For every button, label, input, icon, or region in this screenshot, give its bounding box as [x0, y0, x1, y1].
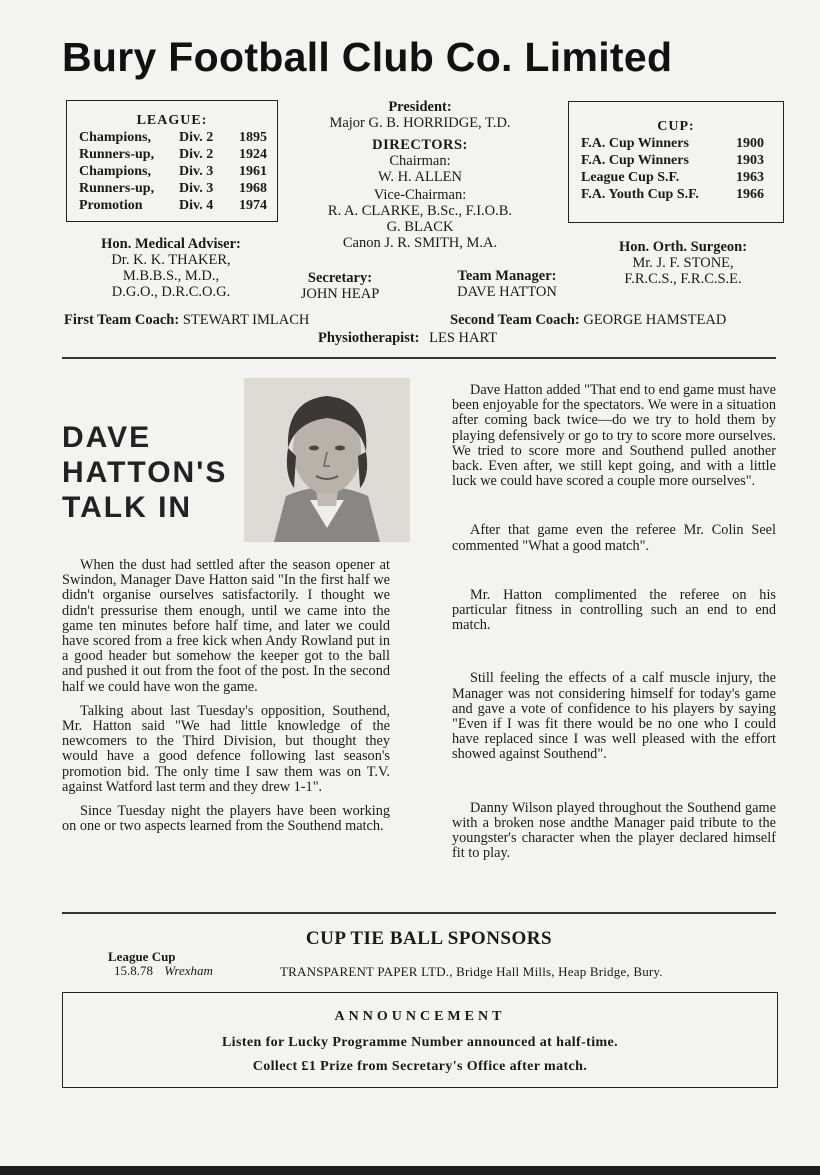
physiotherapist	[318, 330, 497, 346]
vice-chairman-name: R. A. CLARKE, B.Sc., F.I.O.B.	[327, 203, 513, 219]
cup-honour-row	[581, 135, 764, 152]
manager-photo	[244, 378, 410, 542]
article-paragraph: Dave Hatton added "That end to end game must have been enjoyable for the spectators. We were in a situation after coming back twice—do we try to hold them by playing defensively or go to try to score more ourselves. We tried to score more and Southend pulled another back. Even after, we still kept going, and with a little luck we could have scored a couple more ourselves".	[452, 382, 776, 490]
cup-name: F.A. Youth Cup S.F.	[581, 187, 699, 202]
league-honours-box	[66, 100, 278, 222]
league-year: 1961	[239, 164, 267, 179]
article-paragraph: Since Tuesday night the players have been working on one or two aspects learned from the Southend match.	[62, 803, 390, 835]
first-team-coach-name: STEWART IMLACH	[182, 312, 310, 328]
league-heading: LEAGUE:	[136, 113, 208, 128]
article-paragraph: Still feeling the effects of a calf muscle injury, the Manager was not considering himself for today's game and gave a vote of confidence to his players by saying "Even if I was fit there would be no one who I could have replaced since I was well pleased with the effort showed against Southend".	[452, 670, 776, 763]
cup-year: 1963	[736, 170, 764, 185]
league-div: Div. 3	[179, 181, 214, 196]
league-honour-row	[79, 146, 267, 163]
league-year: 1974	[239, 198, 267, 213]
sponsor-name: TRANSPARENT PAPER LTD., Bridge Hall Mills, Heap Bridge, Bury.	[280, 964, 663, 979]
second-team-coach-label: Second Team Coach:	[450, 312, 580, 328]
competition-label: League Cup	[108, 949, 176, 964]
president-name: Major G. B. HORRIDGE, T.D.	[329, 115, 511, 131]
league-result: Runners-up,	[79, 181, 155, 196]
league-year: 1968	[239, 181, 267, 196]
orth-surgeon-label: Hon. Orth. Surgeon:	[618, 239, 748, 255]
article-headline	[62, 420, 227, 525]
first-team-coach	[64, 312, 309, 328]
medical-adviser-qualifications: D.G.O., D.R.C.O.G.	[111, 284, 231, 300]
article-left-column	[62, 558, 390, 834]
second-team-coach	[450, 312, 726, 328]
orth-surgeon-qualifications: F.R.C.S., F.R.C.S.E.	[624, 271, 742, 287]
cup-table	[581, 135, 764, 203]
league-result: Champions,	[79, 164, 151, 179]
sponsors-heading: CUP TIE BALL SPONSORS	[305, 928, 553, 949]
league-table	[79, 129, 267, 214]
physiotherapist-name: LES HART	[429, 330, 498, 346]
article-paragraph: Talking about last Tuesday's opposition, Southend, Mr. Hatton said "We had little knowledge of the newcomers to the Third Division, but thought they would have a good defence following last season's promotion bid. The only time I saw them was on T.V. against Watford last term and they drew 1-1".	[62, 702, 390, 795]
league-honour-row	[79, 129, 267, 146]
league-div: Div. 2	[179, 147, 214, 162]
opponent-name: Wrexham	[164, 963, 213, 978]
secretary-block	[278, 270, 402, 302]
president-label: President:	[388, 99, 452, 115]
secretary-name: JOHN HEAP	[300, 286, 380, 302]
announcement-line: Collect £1 Prize from Secretary's Office after match.	[252, 1059, 588, 1074]
orth-surgeon-name: Mr. J. F. STONE,	[632, 255, 734, 271]
headline-line: HATTON'S	[62, 456, 228, 489]
secretary-label: Secretary:	[307, 270, 373, 286]
league-year: 1924	[239, 147, 267, 162]
section-divider	[62, 357, 776, 359]
league-result: Promotion	[79, 198, 143, 213]
cup-name: F.A. Cup Winners	[581, 153, 689, 168]
article-paragraph: Danny Wilson played throughout the Southend game with a broken nose andthe Manager paid tribute to the youngster's character when the player declared himself fit to play.	[452, 799, 776, 862]
medical-adviser-label: Hon. Medical Adviser:	[101, 236, 241, 252]
cup-honour-row	[581, 186, 764, 203]
article-right-column	[452, 383, 776, 861]
page-title: Bury Football Club Co. Limited	[62, 34, 673, 80]
director-name: Canon J. R. SMITH, M.A.	[342, 235, 498, 251]
directors-label: DIRECTORS:	[372, 137, 468, 153]
announcement-box	[62, 992, 778, 1088]
chairman-label: Chairman:	[389, 153, 451, 169]
second-team-coach-name: GEORGE HAMSTEAD	[583, 312, 727, 328]
director-name: G. BLACK	[386, 219, 454, 235]
league-div: Div. 2	[179, 130, 214, 145]
physiotherapist-label: Physiotherapist:	[318, 330, 420, 346]
sponsor-fixture	[108, 950, 213, 978]
vice-chairman-label: Vice-Chairman:	[373, 187, 467, 203]
cup-heading: CUP:	[657, 119, 695, 134]
league-div: Div. 4	[179, 198, 214, 213]
team-manager-label: Team Manager:	[457, 268, 557, 284]
chairman-name: W. H. ALLEN	[377, 169, 463, 185]
cup-year: 1900	[736, 136, 764, 151]
officials-block	[290, 99, 550, 251]
article-paragraph: When the dust had settled after the season opener at Swindon, Manager Dave Hatton said "In the first half we didn't organise ourselves satisfactorily. I thought we didn't pressurise them enough, until we came into the game ten minutes before half time, and later we could have scored from a free kick when Andy Rowland put in a good header but somehow the keeper got to the ball and pushed it out from the foot of the post. In the second half we could have won the game.	[62, 557, 390, 695]
headline-line: DAVE	[62, 421, 152, 454]
section-divider	[62, 912, 776, 914]
cup-honour-row	[581, 169, 764, 186]
page-edge-bar	[0, 1166, 820, 1175]
match-date: 15.8.78	[114, 963, 153, 978]
medical-adviser-name: Dr. K. K. THAKER,	[111, 252, 231, 268]
cup-year: 1903	[736, 153, 764, 168]
announcement-line: Listen for Lucky Programme Number announced at half-time.	[221, 1035, 619, 1050]
cup-honour-row	[581, 152, 764, 169]
article-paragraph: After that game even the referee Mr. Colin Seel commented "What a good match".	[452, 522, 776, 554]
medical-adviser-block	[66, 236, 276, 300]
orth-surgeon-block	[578, 239, 788, 287]
league-honour-row	[79, 163, 267, 180]
league-result: Champions,	[79, 130, 151, 145]
cup-honours-box	[568, 101, 784, 223]
cup-name: League Cup S.F.	[581, 170, 680, 185]
first-team-coach-label: First Team Coach:	[64, 312, 180, 328]
team-manager-name: DAVE HATTON	[457, 284, 557, 300]
league-honour-row	[79, 180, 267, 197]
article-paragraph: Mr. Hatton complimented the referee on his particular fitness in controlling such an end to end match.	[452, 586, 776, 634]
team-manager-block	[436, 268, 578, 300]
league-year: 1895	[239, 130, 267, 145]
league-result: Runners-up,	[79, 147, 155, 162]
announcement-heading: ANNOUNCEMENT	[334, 1009, 506, 1024]
cup-name: F.A. Cup Winners	[581, 136, 689, 151]
cup-year: 1966	[736, 187, 764, 202]
medical-adviser-qualifications: M.B.B.S., M.D.,	[122, 268, 220, 284]
headline-line: TALK IN	[62, 491, 193, 524]
league-honour-row	[79, 197, 267, 214]
league-div: Div. 3	[179, 164, 214, 179]
manager-portrait-image	[244, 378, 410, 542]
